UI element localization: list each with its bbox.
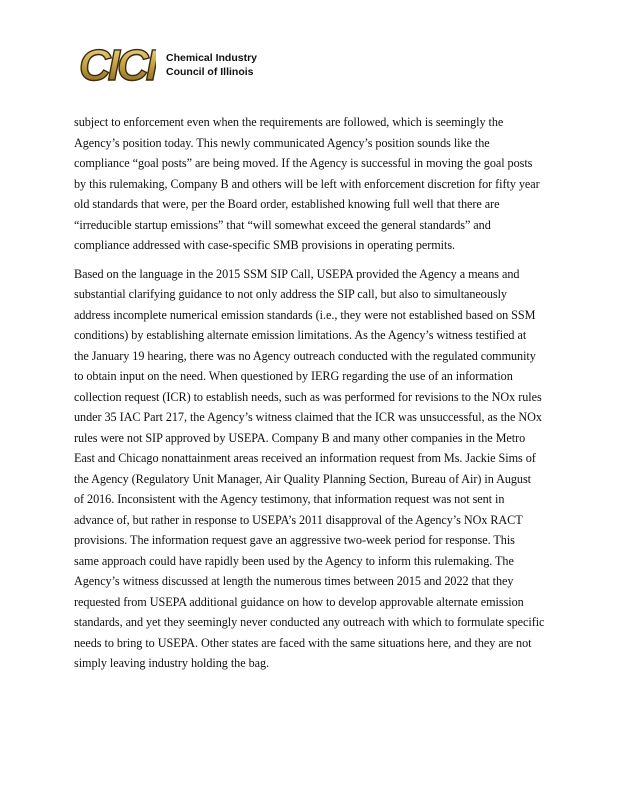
text-line: provisions. The information request gave an aggressive two-week period for response. This xyxy=(74,533,515,547)
text-line: conditions) by establishing alternate emission limitations. As the Agency’s witness testified at xyxy=(74,328,527,342)
cici-logo-mark xyxy=(78,42,156,88)
text-line: “irreducible startup emissions” that “will somewhat exceed the general standards” and xyxy=(74,217,491,232)
text-line: the January 19 hearing, there was no Agency outreach conducted with the regulated community xyxy=(74,348,536,363)
text-line: by this rulemaking, Company B and others will be left with enforcement discretion for fifty year xyxy=(74,176,540,191)
text-line: address incomplete numerical emission standards (i.e., they were not established based on SSM xyxy=(74,307,536,322)
text-line: East and Chicago nonattainment areas received an information request from Ms. Jackie Sims of xyxy=(74,451,536,465)
text-line: to obtain input on the need. When questioned by IERG regarding the use of an information xyxy=(74,369,513,383)
paragraph-1 xyxy=(74,112,596,256)
text-line: old standards that were, per the Board order, established knowing full well that there are xyxy=(74,197,500,211)
org-name-line-2: Council of Illinois xyxy=(166,66,254,78)
text-line: the Agency (Regulatory Unit Manager, Air Quality Planning Section, Bureau of Air) in August xyxy=(74,471,531,486)
text-line: compliance “goal posts” are being moved. If the Agency is successful in moving the goal posts xyxy=(74,156,533,170)
svg-text:CICI: CICI xyxy=(79,42,155,88)
text-line: collection request (ICR) to establish needs, such as was performed for revisions to the NOx rules xyxy=(74,389,542,404)
cici-logo xyxy=(78,42,257,88)
text-line: Agency’s position today. This newly communicated Agency’s position sounds like the xyxy=(74,135,490,150)
text-line: subject to enforcement even when the requirements are followed, which is seemingly the xyxy=(74,115,504,129)
text-line: compliance addressed with case-specific SMB provisions in operating permits. xyxy=(74,238,456,252)
text-line: Based on the language in the 2015 SSM SIP Call, USEPA provided the Agency a means and xyxy=(74,266,520,281)
org-name-line-1: Chemical Industry xyxy=(166,52,258,64)
text-line: same approach could have rapidly been used by the Agency to inform this rulemaking. The xyxy=(74,553,514,568)
text-line: advance of, but rather in response to USEPA’s 2011 disapproval of the Agency’s NOx RACT xyxy=(74,512,523,527)
text-line: substantial clarifying guidance to not only address the SIP call, but also to simultaneously xyxy=(74,287,507,301)
text-line: of 2016. Inconsistent with the Agency testimony, that information request was not sent in xyxy=(74,492,505,506)
org-name xyxy=(166,51,257,79)
document-body xyxy=(74,112,596,674)
text-line: needs to bring to USEPA. Other states are faced with the same situations here, and they are not xyxy=(74,635,532,650)
text-line: rules were not SIP approved by USEPA. Company B and many other companies in the Metro xyxy=(74,430,526,445)
text-line: simply leaving industry holding the bag. xyxy=(74,656,270,670)
text-line: Agency’s witness discussed at length the numerous times between 2015 and 2022 that they xyxy=(74,574,514,588)
text-line: standards, and yet they seemingly never conducted any outreach with which to formulate specific xyxy=(74,615,545,629)
text-line: under 35 IAC Part 217, the Agency’s witness claimed that the ICR was unsuccessful, as the NOx xyxy=(74,410,542,424)
paragraph-gap xyxy=(74,256,596,264)
text-line: requested from USEPA additional guidance on how to develop approvable alternate emission xyxy=(74,594,524,609)
paragraph-2 xyxy=(74,264,596,674)
